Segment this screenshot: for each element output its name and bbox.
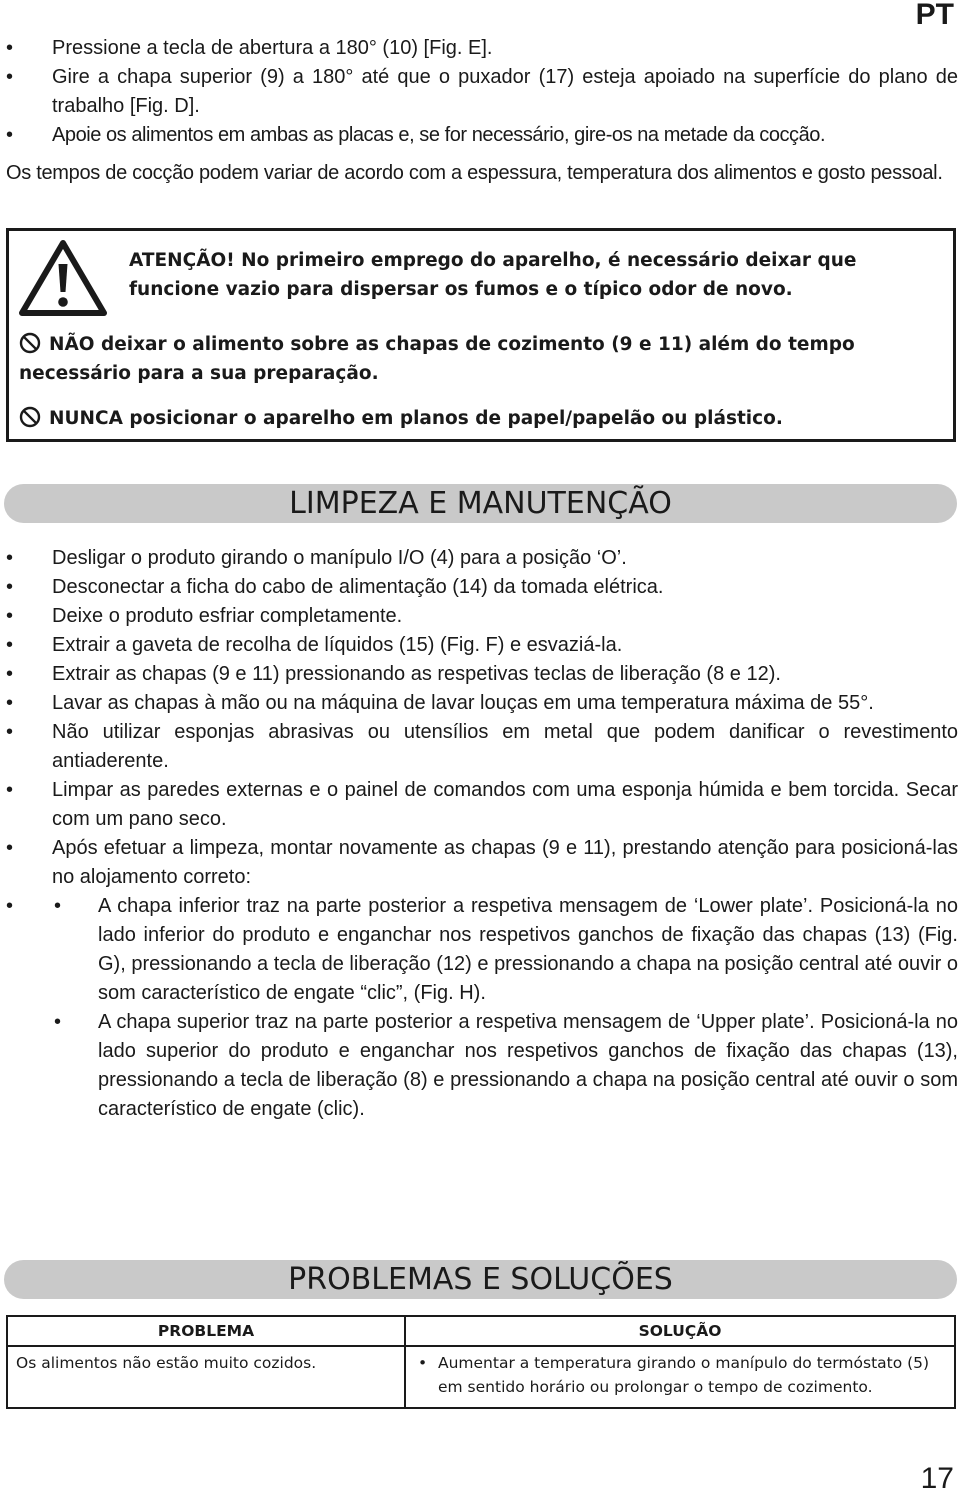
column-header-problema: PROBLEMA [7,1316,405,1346]
warning-box [6,228,956,442]
cleaning-bullet-list [0,544,958,1124]
list-item: • Extrair a gaveta de recolha de líquidos (15) (Fig. F) e esvaziá-la. [0,631,958,660]
intro-bullet-list [0,34,958,150]
list-item: • Pressione a tecla de abertura a 180° (10) [Fig. E]. [0,34,958,63]
page-number: 17 [920,1462,954,1495]
prohibited-icon [19,406,41,428]
problem-cell: Os alimentos não estão muito cozidos. [7,1346,405,1408]
language-code: PT [915,0,954,31]
prohibited-icon [19,332,41,354]
prohibited-note [19,404,945,433]
list-item: • Limpar as paredes externas e o painel de comandos com uma esponja húmida e bem torcida. Secar com um pano seco. [0,776,958,834]
warning-triangle-icon [17,238,109,318]
list-item: • Lavar as chapas à mão ou na máquina de lavar louças em uma temperatura máxima de 55°. [0,689,958,718]
list-item: • Deixe o produto esfriar completamente. [0,602,958,631]
list-item: • Gire a chapa superior (9) a 180° até que o puxador (17) esteja apoiado na superfície do plano de trabalho [Fig. D]. [0,63,958,121]
table-row [7,1346,955,1408]
list-item: • Desligar o produto girando o manípulo I/O (4) para a posição ‘O’. [0,544,958,573]
sub-list-container [0,892,958,1124]
sub-bullet-list [0,892,958,1124]
list-item: • • A chapa inferior traz na parte posterior a respetiva mensagem de ‘Lower plate’. Posicioná-la no lado inferior do produto e enganchar nos respetivos ganchos de fixação das chapas (13) (Fig. G), pressionando a tecla de liberação (12) e pressionando a chapa na posição central até ouvir o som característico de engate “clic”, (Fig. H). [0,892,958,1008]
prohibited-note [19,330,945,388]
list-item: • Apoie os alimentos em ambas as placas e, se for necessário, gire-os na metade da cocção. [0,121,958,150]
list-item: • Desconectar a ficha do cabo de alimentação (14) da tomada elétrica. [0,573,958,602]
table-header-row [7,1316,955,1346]
prohibited-text: NUNCA posicionar o aparelho em planos de papel/papelão ou plástico. [49,408,783,429]
section-heading-problemas: PROBLEMAS E SOLUÇÕES [4,1260,957,1299]
prohibited-text: NÃO deixar o alimento sobre as chapas de cozimento (9 e 11) além do tempo necessário para a sua preparação. [19,334,855,384]
problems-table [6,1315,956,1409]
list-item: • A chapa superior traz na parte posterior a respetiva mensagem de ‘Upper plate’. Posicioná-la no lado superior do produto e enganchar nos respetivos ganchos de fixação das chapas (13), pressionando a tecla de liberação (8) e pressionando a chapa na posição central até ouvir o som característico de engate (clic). [0,1008,958,1124]
list-item: • Não utilizar esponjas abrasivas ou utensílios em metal que podem danificar o revestimento antiaderente. [0,718,958,776]
column-header-solucao: SOLUÇÃO [405,1316,955,1346]
section-heading-limpeza: LIMPEZA E MANUTENÇÃO [4,484,957,523]
solution-cell: • Aumentar a temperatura girando o manípulo do termóstato (5) em sentido horário ou prolongar o tempo de cozimento. [405,1346,955,1408]
list-item: • Extrair as chapas (9 e 11) pressionando as respetivas teclas de liberação (8 e 12). [0,660,958,689]
warning-text: ATENÇÃO! No primeiro emprego do aparelho, é necessário deixar que funcione vazio para dispersar os fumos e o típico odor de novo. [129,250,857,300]
list-item: • Após efetuar a limpeza, montar novamente as chapas (9 e 11), prestando atenção para posicioná-las no alojamento correto: [0,834,958,892]
intro-paragraph: Os tempos de cocção podem variar de acordo com a espessura, temperatura dos alimentos e gosto pessoal. [6,162,943,184]
